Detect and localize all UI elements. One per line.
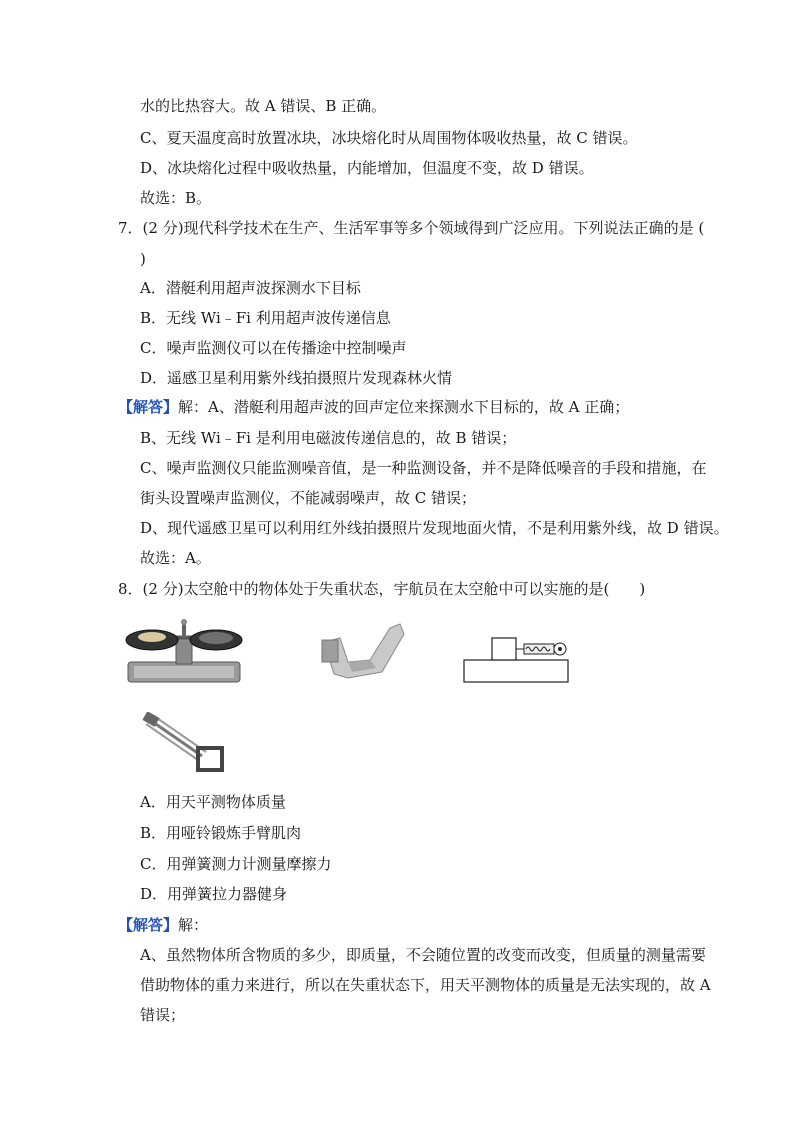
q7-option-a: A．潜艇利用超声波探测水下目标 xyxy=(140,279,361,297)
balance-scale-image xyxy=(124,618,246,686)
q6-text-line: 水的比热容大。故 A 错误、B 正确。 xyxy=(140,97,387,115)
q7-answer-choice: 故选：A。 xyxy=(140,549,211,567)
q7-stem: 7．(2 分)现代科学技术在生产、生活军事等多个领域得到广泛应用。下列说法正确的是 ( xyxy=(118,219,705,237)
q8-answer-a-end: 错误； xyxy=(140,1006,186,1024)
q7-answer-line xyxy=(118,396,629,418)
q8-answer-a-cont: 借助物体的重力来进行，所以在失重状态下，用天平测物体的质量是无法实现的，故 A xyxy=(140,976,711,994)
q7-option-c: C．噪声监测仪可以在传播途中控制噪声 xyxy=(140,339,407,357)
q8-option-b: B．用哑铃锻炼手臂肌肉 xyxy=(140,824,302,842)
q8-option-a: A．用天平测物体质量 xyxy=(140,793,286,811)
q7-answer-b: B、无线 Wi﹣Fi 是利用电磁波传递信息的，故 B 错误； xyxy=(140,429,517,447)
q8-option-c: C．用弹簧测力计测量摩擦力 xyxy=(140,855,332,873)
q8-answer-line xyxy=(118,914,208,936)
q7-option-b: B．无线 Wi﹣Fi 利用超声波传递信息 xyxy=(140,309,391,327)
spring-scale-friction-image xyxy=(462,624,572,686)
q8-answer-first: 解： xyxy=(178,916,209,934)
q8-answer-tag: 【解答】 xyxy=(118,916,179,934)
q8-option-d: D．用弹簧拉力器健身 xyxy=(140,885,288,903)
q7-stem-close: ) xyxy=(140,250,146,268)
q7-answer-c-cont: 街头设置噪声监测仪，不能减弱噪声，故 C 错误； xyxy=(140,489,477,507)
q7-answer-first: 解：A、潜艇利用超声波的回声定位来探测水下目标的，故 A 正确； xyxy=(178,398,630,416)
q7-option-d: D．遥感卫星利用紫外线拍摄照片发现森林火情 xyxy=(140,369,453,387)
spring-expander-image xyxy=(142,712,228,774)
q8-stem: 8．(2 分)太空舱中的物体处于失重状态，宇航员在太空舱中可以实施的是( ) xyxy=(118,580,646,598)
q7-answer-c: C、噪声监测仪只能监测噪音值，是一种监测设备，并不是降低噪音的手段和措施，在 xyxy=(140,459,707,477)
q6-option-c-explanation: C、夏天温度高时放置冰块，冰块熔化时从周围物体吸收热量，故 C 错误。 xyxy=(140,129,638,147)
dumbbell-arm-image xyxy=(318,620,408,686)
q7-answer-tag: 【解答】 xyxy=(118,398,179,416)
q7-answer-d: D、现代遥感卫星可以利用红外线拍摄照片发现地面火情，不是利用紫外线，故 D 错误。 xyxy=(140,519,729,537)
q6-option-d-explanation: D、冰块熔化过程中吸收热量，内能增加，但温度不变，故 D 错误。 xyxy=(140,159,594,177)
q6-answer: 故选：B。 xyxy=(140,189,212,207)
q8-answer-a: A、虽然物体所含物质的多少，即质量，不会随位置的改变而改变，但质量的测量需要 xyxy=(140,946,706,964)
